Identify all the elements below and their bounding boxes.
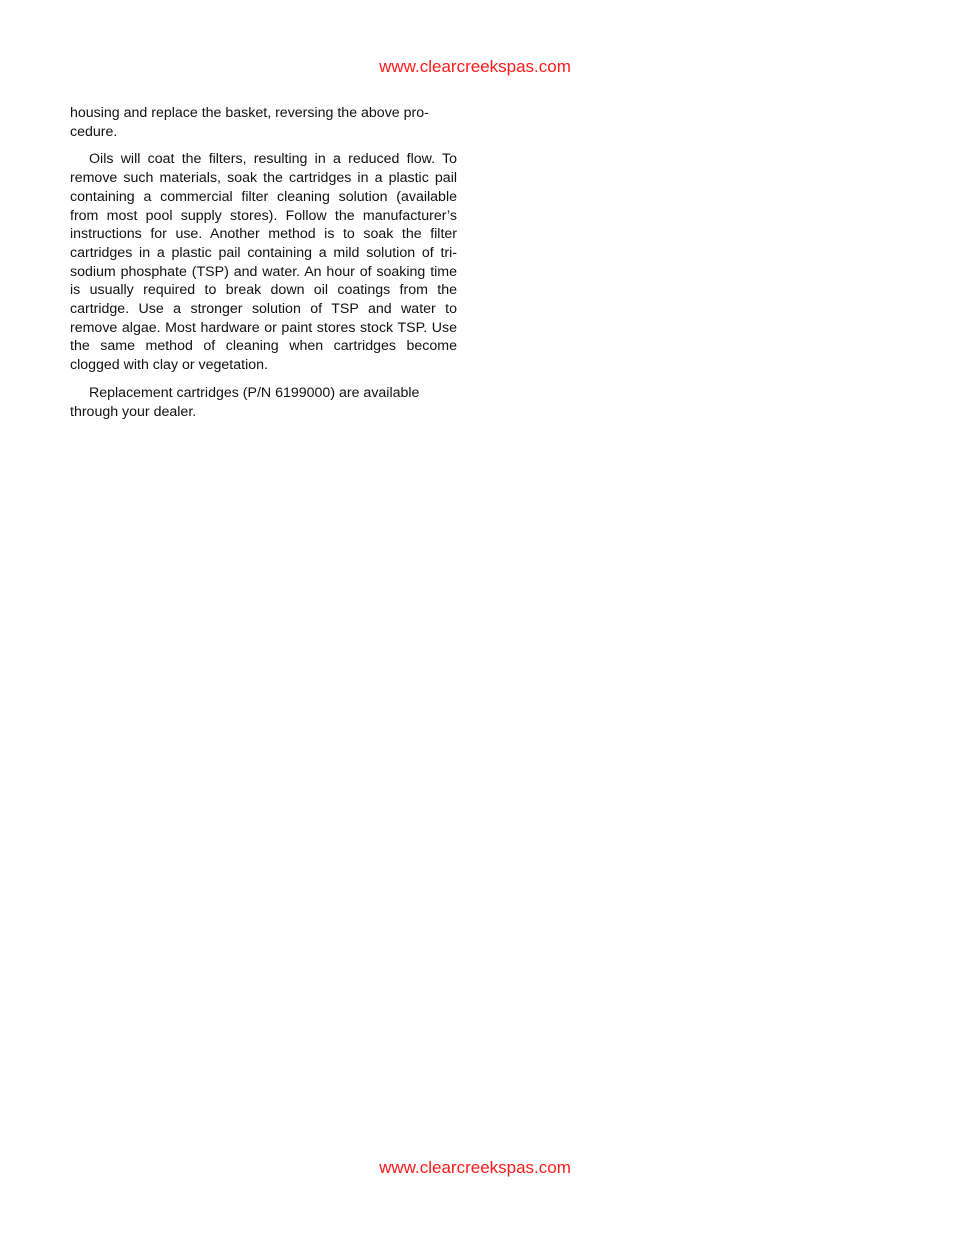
header-website-link[interactable]: www.clearcreekspas.com (379, 57, 571, 76)
manual-text-column (70, 104, 457, 430)
footer-website-link[interactable]: www.clearcreekspas.com (379, 1158, 571, 1177)
paragraph-replacement-cartridges: Replacement cartridges (P/N 6199000) are available through your dealer. (70, 384, 420, 420)
paragraph-basket-replacement: housing and replace the basket, reversing the above pro-cedure. (70, 105, 429, 140)
paragraph-oil-cleaning: Oils will coat the filters, resulting in a reduced flow. To remove such materials, soak the cartridges in a plastic pail containing a commercial filter cleaning solution (available from most pool supply stores). Follow the manufacturer’s instructions for use. Another method is to soak the filter cartridges in a plastic pail containing a mild solution of tri-sodium phosphate (TSP) and water. An hour of soaking time is usually required to break down oil coatings from the cartridge. Use a stronger solution of TSP and water to remove algae. Most hardware or paint stores stock TSP. Use the same method of cleaning when cartridges become clogged with clay or vegetation. (70, 151, 457, 374)
